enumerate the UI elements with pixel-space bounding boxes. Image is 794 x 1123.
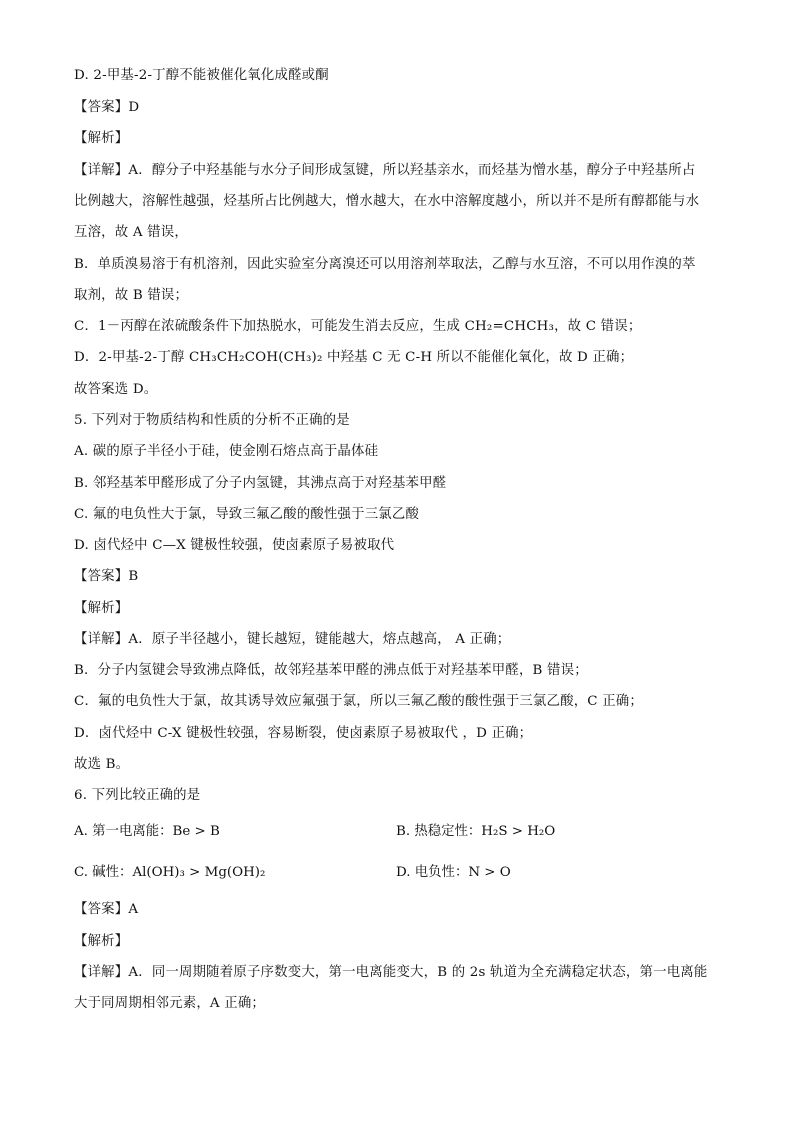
text-line: 【详解】A．醇分子中羟基能与水分子间形成氢键，所以羟基亲水，而烃基为憎水基，醇分子中羟基所占 (74, 163, 696, 178)
answer-label: 【答案】D (74, 100, 140, 115)
text-line: 取剂，故 B 错误； (74, 288, 189, 303)
answer-label: 【答案】A (74, 902, 139, 917)
option-d: D. 电负性：N > O (396, 865, 511, 880)
analysis-label: 【解析】 (74, 934, 129, 949)
question-title: 6. 下列比较正确的是 (74, 788, 201, 803)
analysis-label: 【解析】 (74, 601, 129, 616)
text-line: D．卤代烃中 C-X 键极性较强，容易断裂，使卤素原子易被取代 ，D 正确； (74, 726, 533, 741)
text-line: 互溶，故 A 错误， (74, 225, 188, 240)
option-b: B. 邻羟基苯甲醛形成了分子内氢键，其沸点高于对羟基苯甲醛 (74, 476, 447, 491)
text-line: D. 2-甲基-2-丁醇不能被催化氧化成醛或酮 (74, 68, 329, 83)
text-line: B．单质溴易溶于有机溶剂，因此实验室分离溴还可以用溶剂萃取法，乙醇与水互溶，不可以用作溴的萃 (74, 257, 696, 272)
option-c: C. 氟的电负性大于氯，导致三氟乙酸的酸性强于三氯乙酸 (74, 507, 420, 522)
text-line: 大于同周期相邻元素，A 正确； (74, 996, 266, 1011)
answer-label: 【答案】B (74, 569, 139, 584)
question-title: 5. 下列对于物质结构和性质的分析不正确的是 (74, 413, 350, 428)
text-line: B．分子内氢键会导致沸点降低，故邻羟基苯甲醛的沸点低于对羟基苯甲醛，B 错误； (74, 663, 588, 678)
text-line: 故答案选 D。 (74, 382, 158, 397)
option-d: D. 卤代烃中 C—X 键极性较强，使卤素原子易被取代 (74, 538, 395, 553)
option-b: B. 热稳定性：H₂S > H₂O (396, 824, 556, 839)
text-line: C．1－丙醇在浓硫酸条件下加热脱水，可能发生消去反应，生成 CH₂=CHCH₃，故 C 错误； (74, 319, 642, 334)
text-line: 比例越大，溶解性越强，烃基所占比例越大，憎水越大，在水中溶解度越小，所以并不是所有醇都能与水 (74, 194, 700, 209)
text-line: 【详解】A．原子半径越小，键长越短，键能越大，熔点越高， A 正确； (74, 632, 511, 647)
option-a: A. 第一电离能：Be > B (74, 824, 220, 839)
text-line: C．氟的电负性大于氯，故其诱导效应氟强于氯，所以三氟乙酸的酸性强于三氯乙酸，C 正确； (74, 694, 643, 709)
option-a: A. 碳的原子半径小于硅，使金刚石熔点高于晶体硅 (74, 444, 379, 459)
text-line: 【详解】A．同一周期随着原子序数变大，第一电离能变大，B 的 2s 轨道为全充满稳定状态，第一电离能 (74, 965, 708, 980)
text-line: D．2-甲基-2-丁醇 CH₃CH₂COH(CH₃)₂ 中羟基 C 无 C-H 所以不能催化氧化，故 D 正确； (74, 350, 634, 365)
option-c: C. 碱性：Al(OH)₃ > Mg(OH)₂ (74, 865, 266, 880)
analysis-label: 【解析】 (74, 131, 129, 146)
text-line: 故选 B。 (74, 757, 130, 772)
